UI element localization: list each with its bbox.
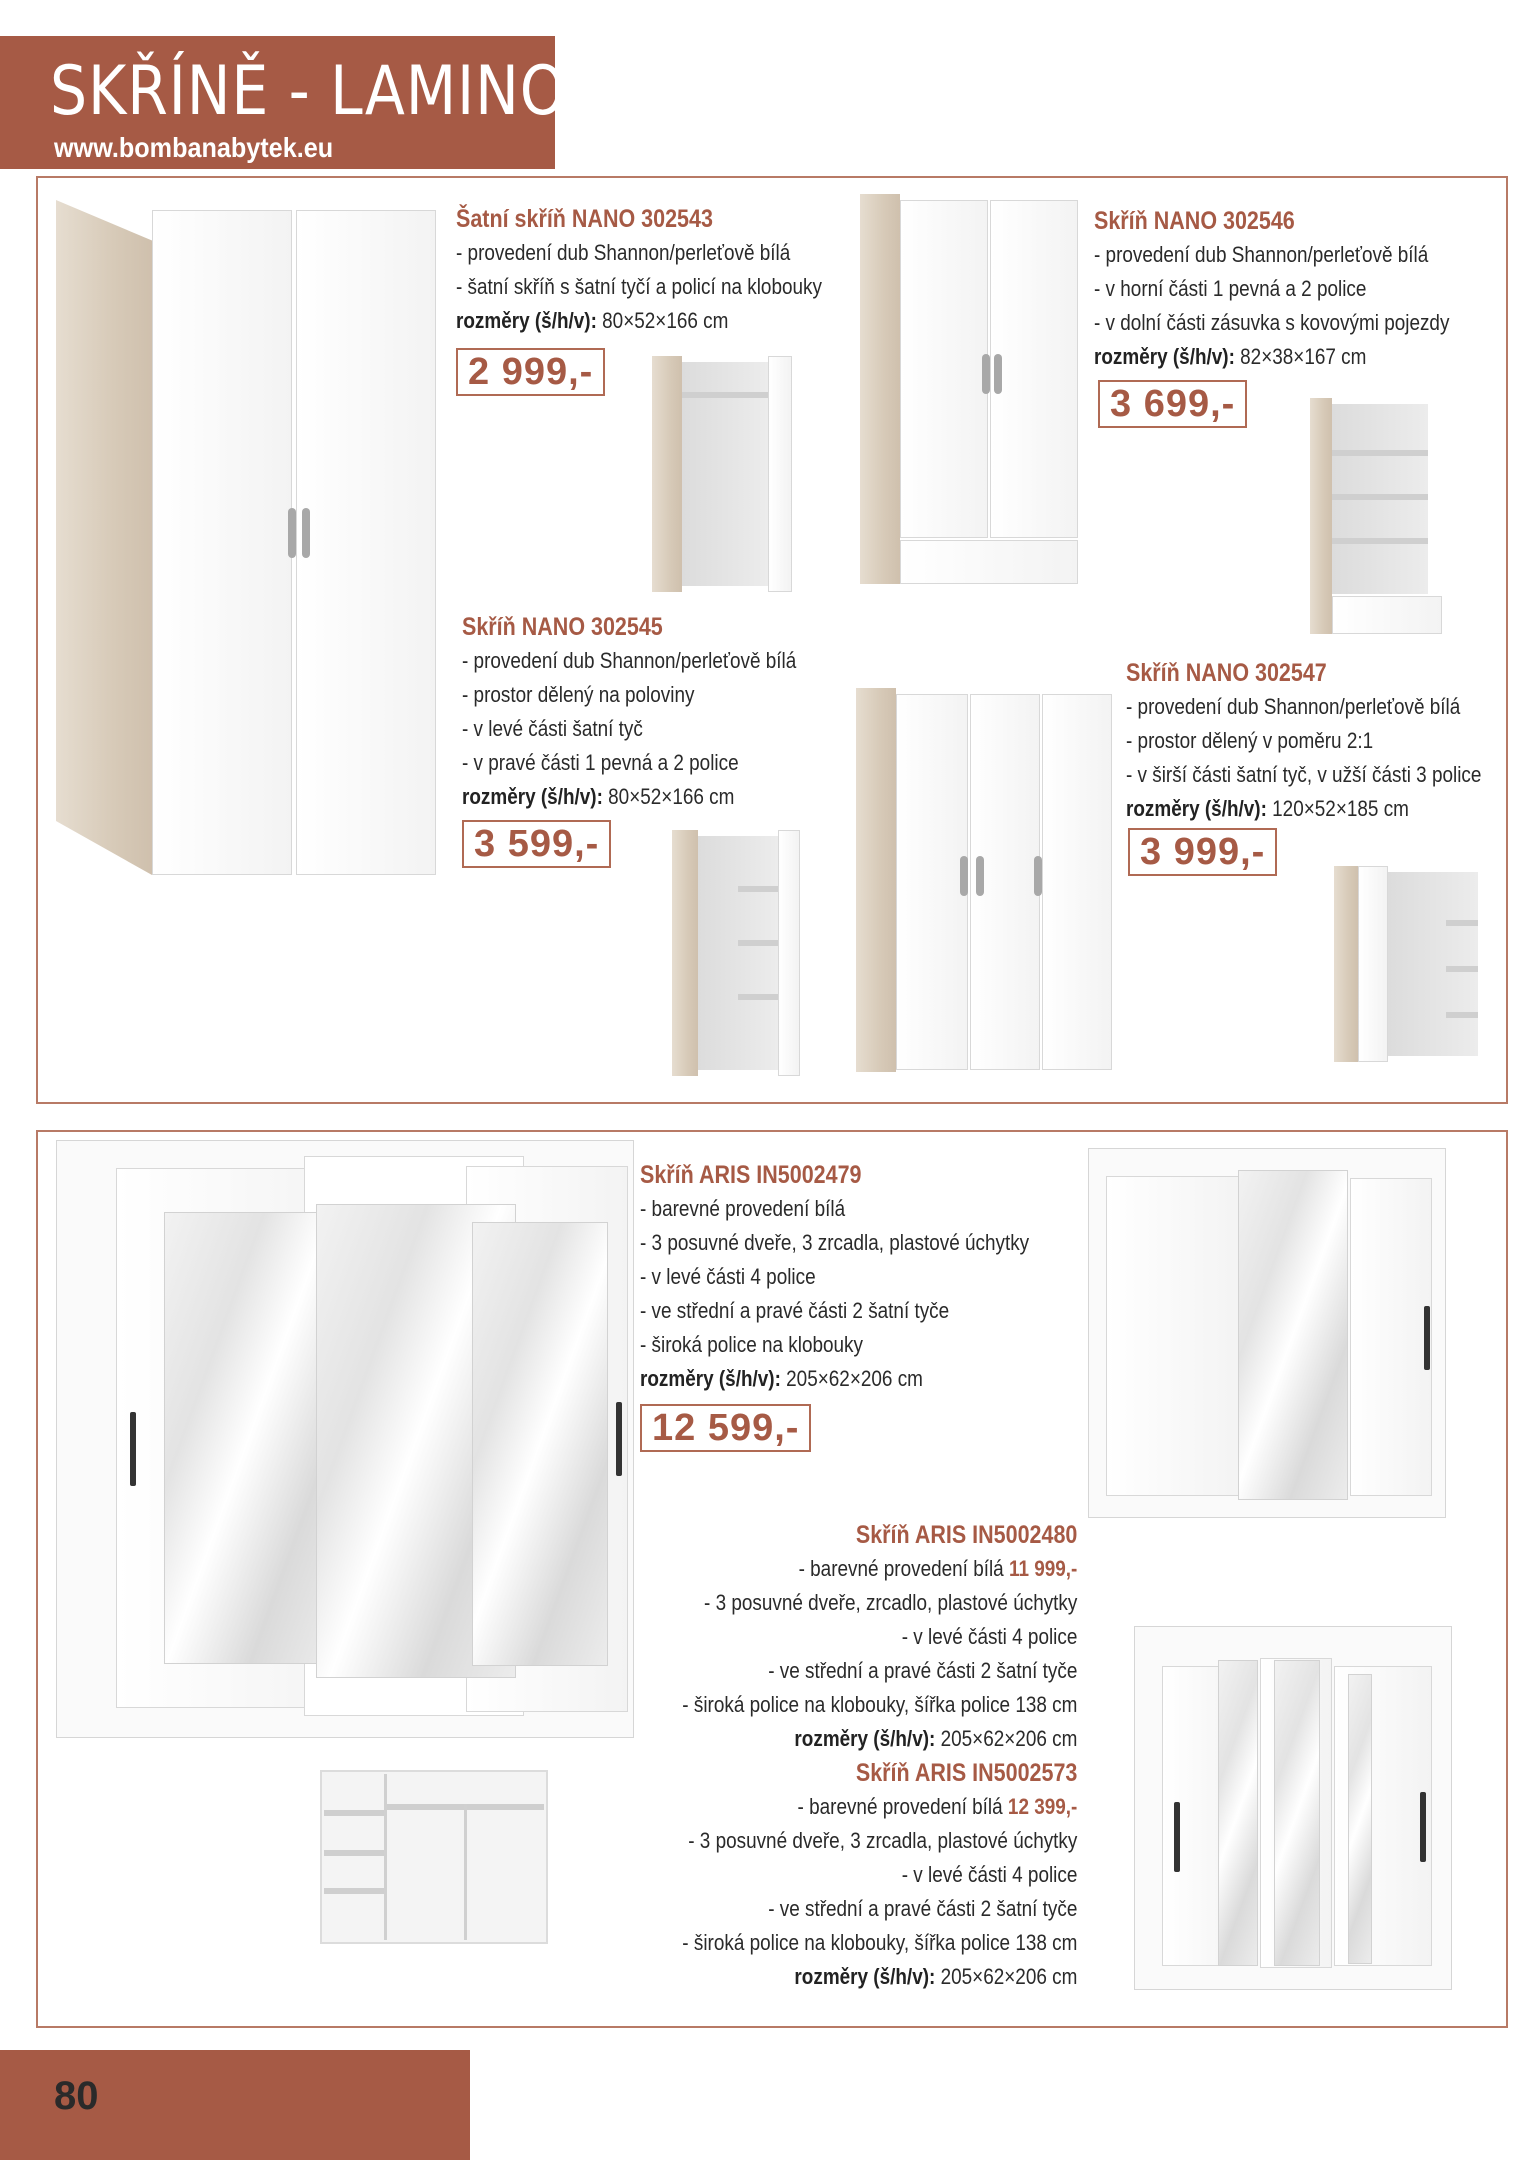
product-feature: - prostor dělený na poloviny (462, 682, 695, 707)
product-aris-in5002480 (682, 1518, 1077, 1756)
wardrobe-in5002479-image (56, 1140, 636, 1740)
product-aris-in5002573 (682, 1756, 1077, 1994)
wardrobe-in5002480-image (1088, 1148, 1448, 1520)
product-feature: - ve střední a pravé části 2 šatní tyče (767, 1896, 1077, 1921)
wardrobe-in5002479-interior-image (320, 1770, 550, 1946)
product-dimensions: rozměry (š/h/v): 205×62×206 cm (640, 1366, 923, 1391)
product-name: Skříň NANO 302545 (462, 613, 663, 641)
price-tag: 3 699,- (1098, 380, 1247, 428)
product-feature: - prostor dělený v poměru 2:1 (1126, 728, 1374, 753)
wardrobe-in5002573-image (1134, 1626, 1454, 1992)
product-dimensions: rozměry (š/h/v): 80×52×166 cm (456, 308, 729, 333)
wardrobe-302543-open-image (652, 356, 802, 596)
product-feature: - v levé části 4 police (901, 1862, 1077, 1887)
product-nano-302545 (462, 610, 796, 814)
product-feature: - v širší části šatní tyč, v užší části 3 police (1126, 762, 1482, 787)
inline-price: 12 399,- (1007, 1794, 1077, 1819)
product-feature: - šatní skříň s šatní tyčí a policí na klobouky (456, 274, 822, 299)
price-tag: 3 999,- (1128, 828, 1277, 876)
wardrobe-302545-open-image (672, 830, 802, 1080)
product-name: Skříň ARIS IN5002573 (855, 1759, 1077, 1787)
product-feature: - provedení dub Shannon/perleťově bílá (1094, 242, 1429, 267)
wardrobe-302543-image (56, 200, 426, 880)
product-dimensions: rozměry (š/h/v): 120×52×185 cm (1126, 796, 1409, 821)
product-feature: - barevné provedení bílá 12 399,- (797, 1794, 1077, 1819)
product-dimensions: rozměry (š/h/v): 80×52×166 cm (462, 784, 735, 809)
product-feature: - široká police na klobouky, šířka police 138 cm (681, 1692, 1077, 1717)
product-feature: - provedení dub Shannon/perleťově bílá (1126, 694, 1461, 719)
product-feature: - v levé části šatní tyč (462, 716, 643, 741)
wardrobe-302546-open-image (1310, 398, 1440, 638)
price-tag: 3 599,- (462, 820, 611, 868)
product-nano-302543 (456, 202, 822, 338)
product-feature: - barevné provedení bílá (640, 1196, 846, 1221)
product-nano-302547 (1126, 656, 1481, 826)
wardrobe-302547-open-image (1334, 866, 1494, 1066)
wardrobe-302547-image (856, 688, 1116, 1074)
product-name: Šatní skříň NANO 302543 (456, 205, 713, 233)
product-feature: - provedení dub Shannon/perleťově bílá (462, 648, 797, 673)
product-feature: - 3 posuvné dveře, 3 zrcadla, plastové úchytky (687, 1828, 1077, 1853)
product-name: Skříň NANO 302546 (1094, 207, 1295, 235)
product-feature: - barevné provedení bílá 11 999,- (798, 1556, 1077, 1581)
product-feature: - 3 posuvné dveře, zrcadlo, plastové úchytky (703, 1590, 1077, 1615)
product-feature: - v dolní části zásuvka s kovovými pojezdy (1094, 310, 1450, 335)
product-feature: - 3 posuvné dveře, 3 zrcadla, plastové úchytky (640, 1230, 1030, 1255)
product-feature: - ve střední a pravé části 2 šatní tyče (767, 1658, 1077, 1683)
product-feature: - široká police na klobouky, šířka police 138 cm (681, 1930, 1077, 1955)
product-feature: - provedení dub Shannon/perleťově bílá (456, 240, 791, 265)
wardrobe-302546-image (860, 194, 1080, 586)
product-dimensions: rozměry (š/h/v): 205×62×206 cm (794, 1726, 1077, 1751)
inline-price: 11 999,- (1008, 1556, 1077, 1581)
product-name: Skříň NANO 302547 (1126, 659, 1327, 687)
product-nano-302546 (1094, 204, 1449, 374)
product-feature: - v horní části 1 pevná a 2 police (1094, 276, 1367, 301)
product-feature: - ve střední a pravé části 2 šatní tyče (640, 1298, 950, 1323)
product-feature: - široká police na klobouky (640, 1332, 863, 1357)
page-title: SKŘÍNĚ - LAMINO (50, 52, 567, 131)
page-header (0, 36, 567, 169)
page-number: 80 (54, 2074, 99, 2118)
product-dimensions: rozměry (š/h/v): 205×62×206 cm (794, 1964, 1077, 1989)
product-name: Skříň ARIS IN5002479 (640, 1161, 862, 1189)
product-aris-in5002479 (640, 1158, 1029, 1396)
website-url[interactable]: www.bombanabytek.eu (54, 132, 334, 163)
product-name: Skříň ARIS IN5002480 (855, 1521, 1077, 1549)
product-feature: - v levé části 4 police (640, 1264, 816, 1289)
product-feature: - v pravé části 1 pevná a 2 police (462, 750, 739, 775)
price-tag: 12 599,- (640, 1404, 811, 1452)
product-feature: - v levé části 4 police (901, 1624, 1077, 1649)
product-dimensions: rozměry (š/h/v): 82×38×167 cm (1094, 344, 1367, 369)
price-tag: 2 999,- (456, 348, 605, 396)
